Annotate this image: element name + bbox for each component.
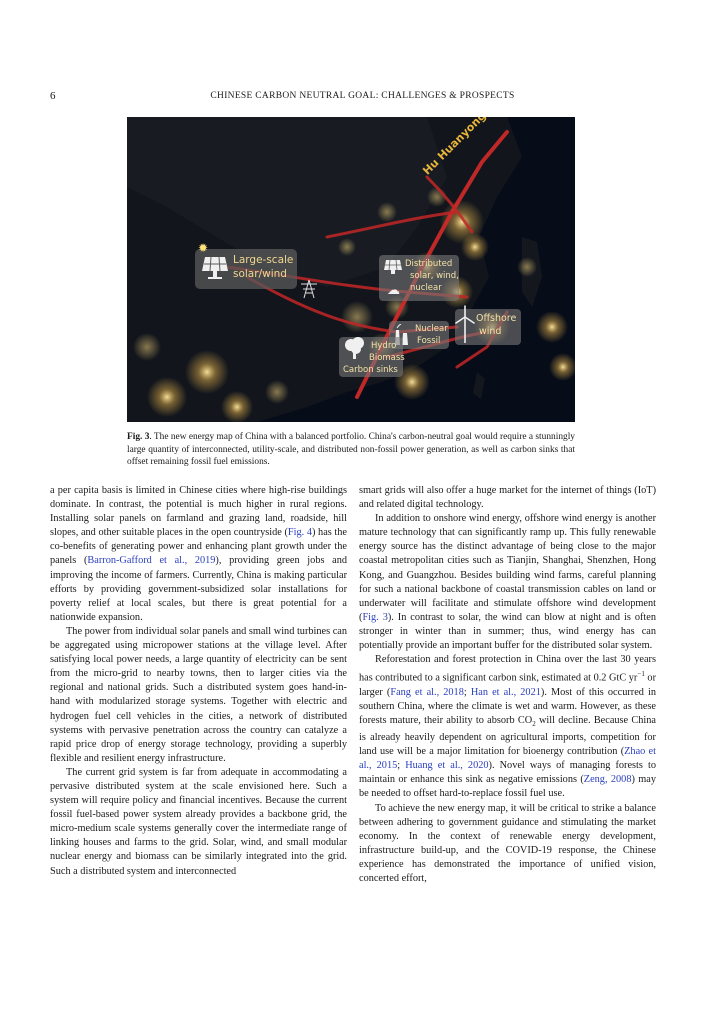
- left-column: [50, 484, 347, 879]
- nuclear-label: Nuclear: [415, 324, 448, 334]
- offshore-label: Offshore: [476, 313, 517, 324]
- paragraph: smart grids will also offer a huge market for the internet of things (IoT) and related digital technology.: [359, 485, 656, 511]
- fossil-label: Fossil: [417, 336, 441, 346]
- citation-link[interactable]: Huang et al., 2020: [405, 760, 489, 772]
- running-header: [50, 90, 675, 104]
- citation-link[interactable]: Han et al., 2021: [470, 686, 541, 698]
- offshore-wind-label: wind: [479, 326, 502, 337]
- large-scale-label: Large-scale: [233, 254, 294, 266]
- energy-map-figure: [127, 117, 575, 422]
- figure-caption: [127, 431, 575, 469]
- figure-reference-link[interactable]: Fig. 4: [287, 527, 312, 539]
- sun-icon: ✹: [198, 241, 209, 255]
- citation-link[interactable]: Zeng, 2008: [583, 774, 632, 786]
- sheep-icon: ☁: [387, 283, 400, 298]
- citation-link[interactable]: Zhao et al., 2015: [359, 746, 656, 772]
- citation-link[interactable]: Barron-Gafford et al., 2019: [87, 555, 216, 567]
- figure-label: Fig. 3: [127, 432, 150, 442]
- figure-reference-link[interactable]: Fig. 3: [362, 611, 388, 623]
- distributed-label: Distributed: [405, 259, 453, 269]
- hydro-label: Hydro: [371, 341, 397, 351]
- biomass-label: Biomass: [369, 353, 405, 363]
- wind-turbine-icon: [453, 305, 477, 345]
- carbon-sinks-label: Carbon sinks: [343, 365, 398, 375]
- running-title: CHINESE CARBON NEUTRAL GOAL: CHALLENGES & PROSPECTS: [210, 91, 515, 101]
- paragraph: The power from individual solar panels and small wind turbines can be aggregated using micropower stations at the village level. After satisfying local power needs, a large quantity of electricity can be sent from the micro-grid to nearby towns, then to larger cities via the regional and national grids. Such a distributed system goes hand-in-hand with modularized storage systems. Together with electric and hydrogen fuel cell vehicles in the cities, a network of distributed systems with pervasive penetration across the country can catalyze a rapid price drop of energy storage technology, providing a superbly flexible and resilient energy infrastructure.: [50, 625, 347, 764]
- paragraph: Reforestation and forest protection in China over the last 30 years has contributed to a significant carbon sink, estimated at 0.2 GtC $yr^{-1}$ or larger (Fang et al., 2018; Han et al., 2021). Most of this occurred in southern China, where the climate is wet and warm. However, as these forests mature, their ability to absorb $CO_2$ will decline. Because China is already heavily dependent on agricultural imports, competition for land use will be a major limitation for bioenergy contribution (Zhao et al., 2015; Huang et al., 2020). Novel ways of managing forests to maintain or enhance this sink as negative emissions (Zeng, 2008) may be needed to offset hard-to-replace fossil fuel use.: [359, 654, 657, 800]
- right-column: [359, 484, 656, 886]
- paragraph: To achieve the new energy map, it will be critical to strike a balance between adhering to government guidance and stimulating the market economy. In the context of renewable energy development, infrastructure build-up, and the COVID-19 response, the Chinese experience has demonstrated the importance of unified vision, concerted effort,: [359, 802, 656, 884]
- distributed-nuclear-label: nuclear: [410, 283, 442, 293]
- distributed-solar-icon: [383, 259, 403, 275]
- paragraph: The current grid system is far from adequate in accommodating a pervasive distributed system at the scale envisioned here. Such a system will require policy and financial incentives. Because the current fossil fuel-based power system already provides a backbone grid, the micro-medium scale systems generally cover the intermediate range of linking houses and farms to the grid. Solar, wind, and small modular nuclear energy and biomass can be similarly integrated into the grid. Such a distributed system and interconnected: [50, 766, 347, 877]
- solar-wind-label: solar/wind: [233, 268, 287, 280]
- citation-link[interactable]: Fang et al., 2018: [390, 686, 464, 698]
- page-number: 6: [50, 90, 56, 102]
- distributed-solar-wind-label: solar, wind,: [410, 271, 459, 281]
- paragraph: a per capita basis is limited in Chinese cities where high-rise buildings dominate. In contrast, the potential is much higher in rural regions. Installing solar panels on farmland and grazing land, roadside, hill slopes, and other suitable places in the open countryside (Fig. 4) has the co-benefits of generating power and enhancing plant growth under the panels (Barron-Gafford et al., 2019), providing green jobs and improving the income of farmers. Currently, China is making particular efforts by providing government-subsidized solar installations for poverty relief at local scales, but there is great potential for a nationwide expansion.: [50, 485, 347, 623]
- paragraph: In addition to onshore wind energy, offshore wind energy is another mature technology that can significantly ramp up. This fully renewable energy source has the distinct advantage of being close to the major coastal metropolitan cities such as Tianjin, Shanghai, Shenzhen, Hong Kong, and Guangzhou. Besides building wind farms, careful planning for such a national backbone of coastal transmission cables on land or underwater will facilitate and stimulate offshore wind development (Fig. 3). In contrast to solar, the wind can blow at night and is often stronger in winter than in summer; thus, wind energy has can potentially provide an important buffer for the distributed solar system.: [359, 513, 656, 652]
- solar-panel-icon: [201, 255, 229, 281]
- tree-icon: [343, 337, 367, 359]
- caption-text: . The new energy map of China with a balanced portfolio. China's carbon-neutral goal would require a stunningly large quantity of interconnected, utility-scale, and distributed non-fossil power generation, as well as carbon sinks that offset remaining fossil fuel emissions.: [127, 432, 575, 468]
